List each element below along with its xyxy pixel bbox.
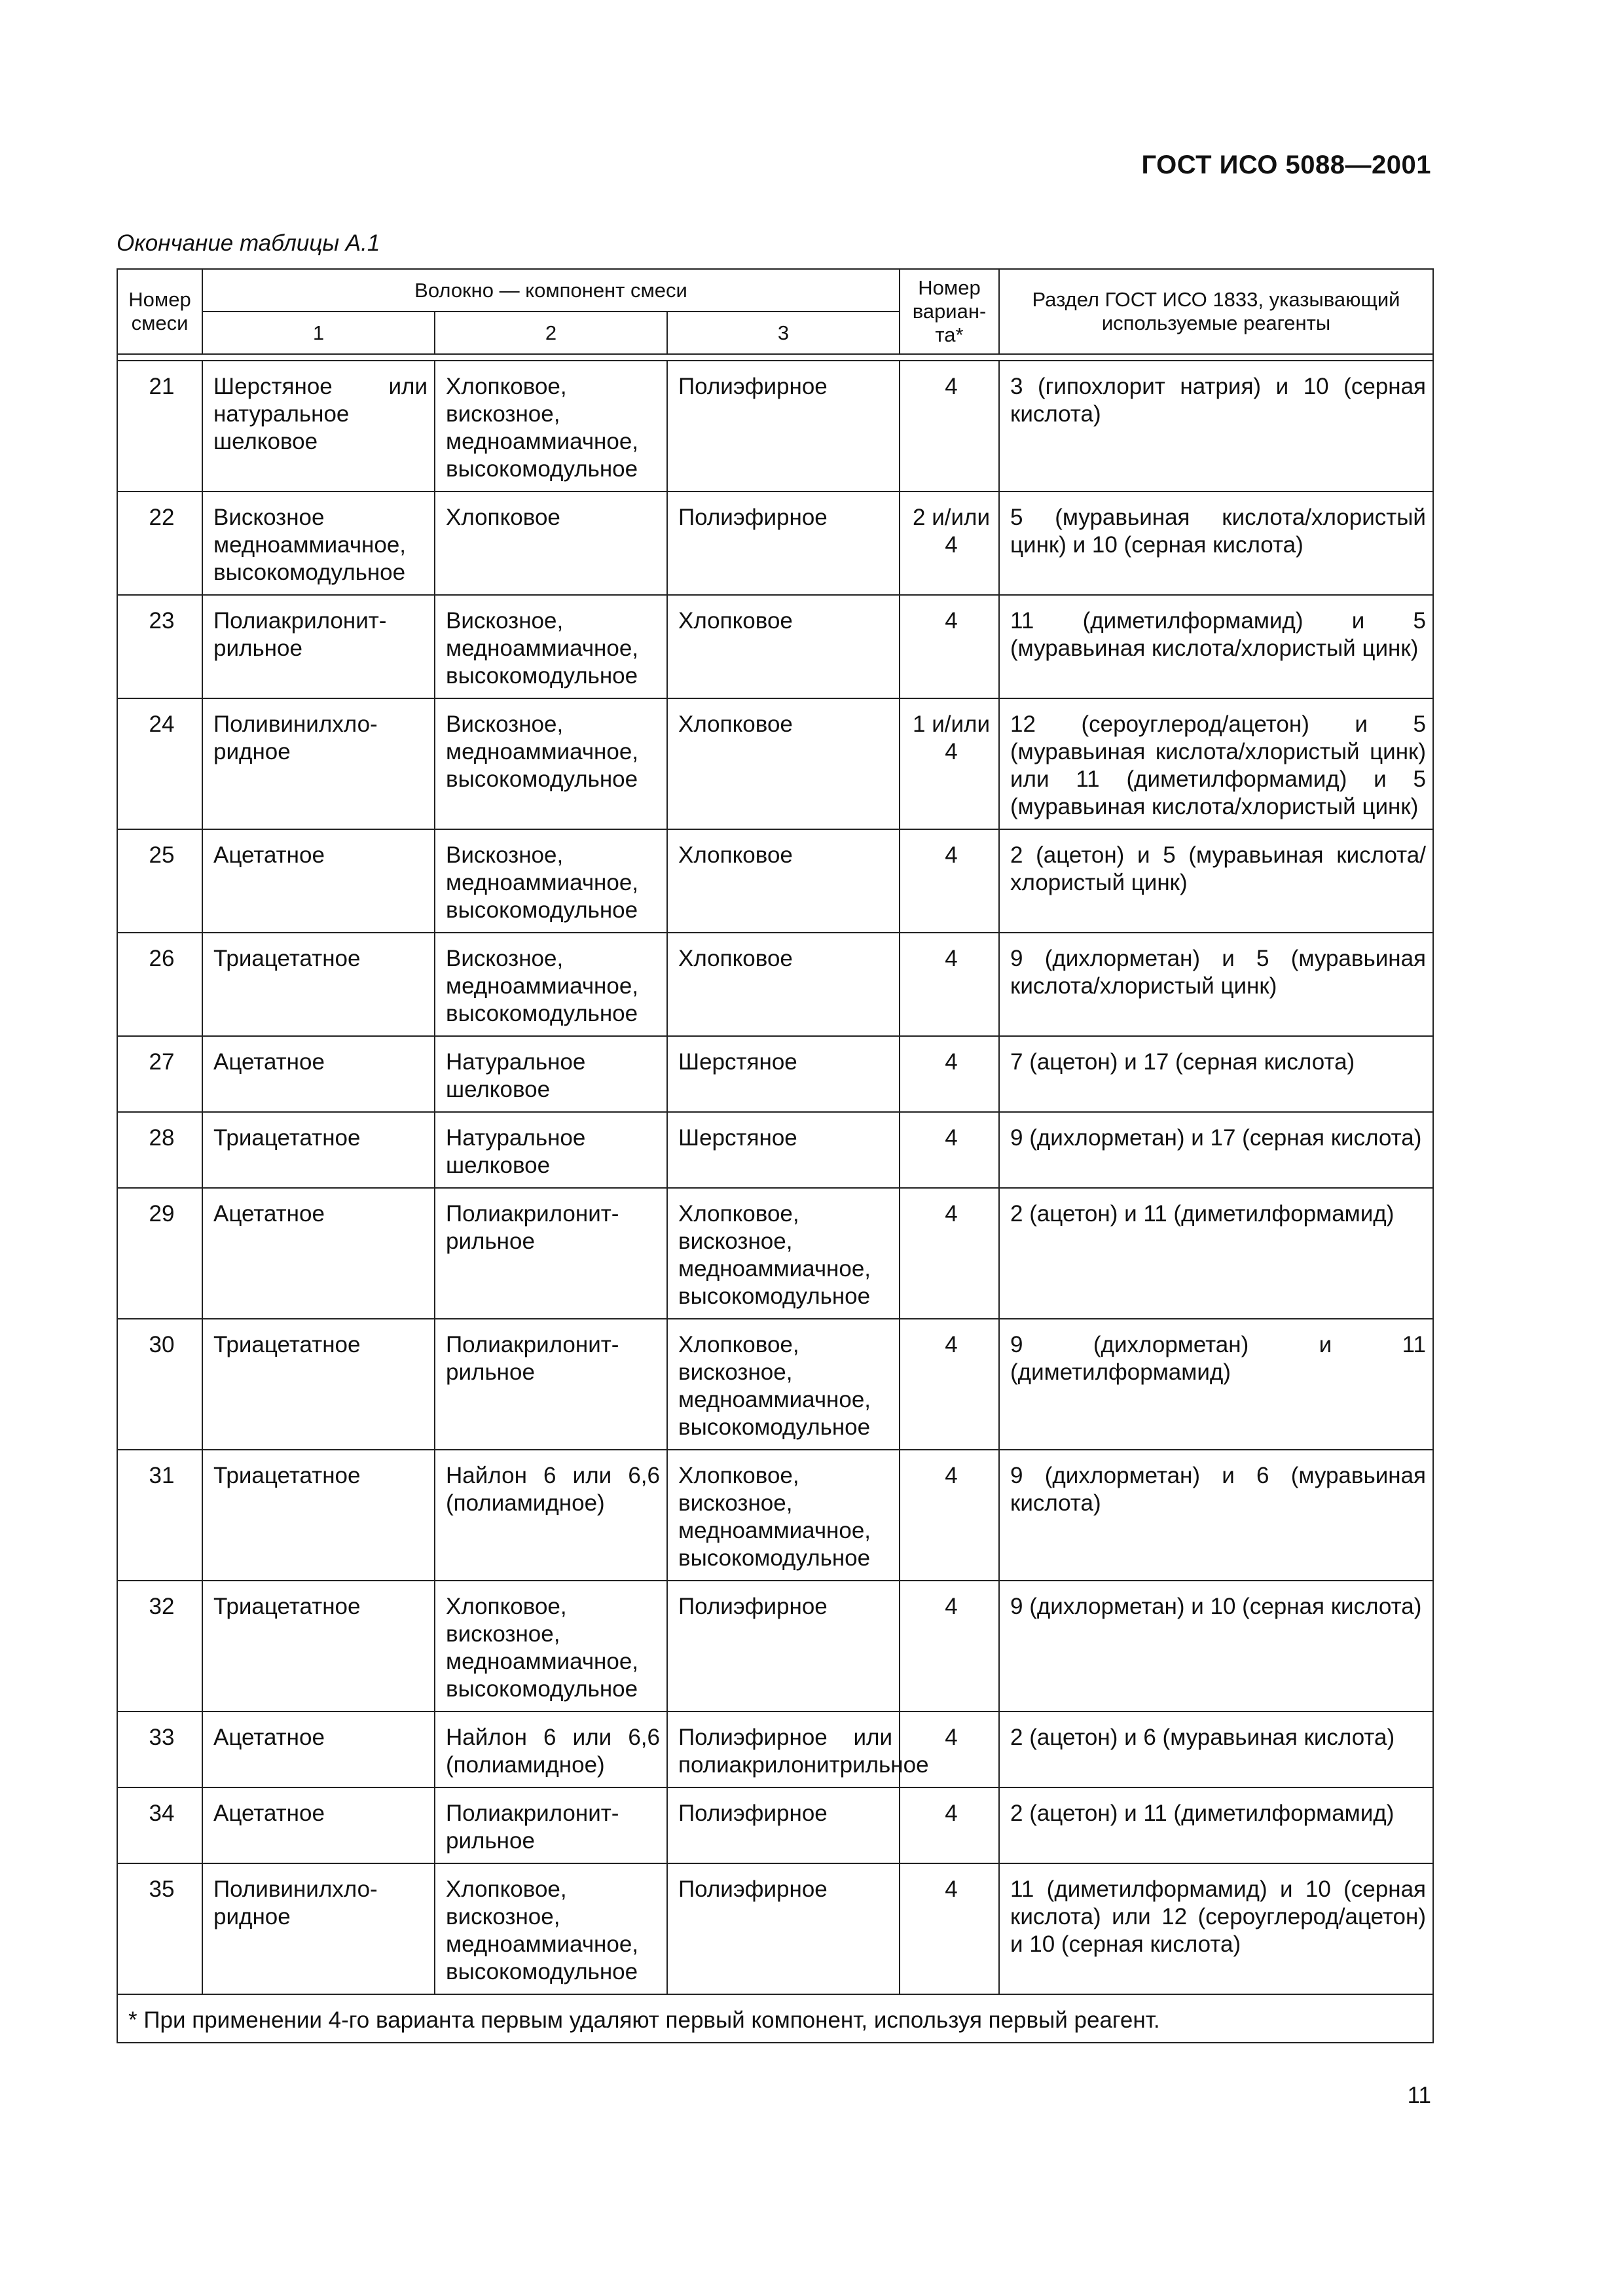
cell-variant: 4 (900, 1036, 999, 1112)
cell-mix-number: 33 (117, 1712, 202, 1787)
cell-component-2: Натуральное шелковое (435, 1112, 667, 1188)
cell-component-2: Полиакрилонит-рильное (435, 1188, 667, 1319)
table-row (117, 595, 1433, 698)
table-row (117, 492, 1433, 595)
cell-section: 2 (ацетон) и 6 (муравьиная кислота) (999, 1712, 1433, 1787)
cell-component-2: Вискозное, медноаммиачное, высокомодульное (435, 829, 667, 933)
table-row (117, 1112, 1433, 1188)
cell-mix-number: 28 (117, 1112, 202, 1188)
cell-component-2: Вискозное, медноаммиачное, высокомодульное (435, 933, 667, 1036)
cell-component-1: Триацетатное (202, 1112, 435, 1188)
cell-section: 11 (диметилформамид) и 10 (серная кислота) или 12 (сероуглерод/ацетон) и 10 (серная кислота) (999, 1863, 1433, 1994)
cell-mix-number: 25 (117, 829, 202, 933)
cell-component-3: Шерстяное (667, 1112, 900, 1188)
cell-mix-number: 26 (117, 933, 202, 1036)
cell-component-3: Хлопковое (667, 595, 900, 698)
cell-mix-number: 32 (117, 1581, 202, 1712)
cell-variant: 4 (900, 1787, 999, 1863)
cell-variant: 4 (900, 933, 999, 1036)
cell-component-1: Ацетатное (202, 829, 435, 933)
cell-component-3: Полиэфирное (667, 361, 900, 492)
cell-component-1: Триацетатное (202, 1450, 435, 1581)
header-separator (117, 354, 1433, 361)
cell-variant: 4 (900, 1112, 999, 1188)
table-row (117, 1036, 1433, 1112)
table-row (117, 829, 1433, 933)
cell-mix-number: 29 (117, 1188, 202, 1319)
cell-component-1: Шерстяное или натуральное шелковое (202, 361, 435, 492)
header-section: Раздел ГОСТ ИСО 1833, указывающий используемые реагенты (999, 269, 1433, 354)
cell-component-1: Триацетатное (202, 1581, 435, 1712)
cell-section: 12 (сероуглерод/ацетон) и 5 (муравьиная кислота/хлористый цинк) или 11 (диметилформамид) и 5 (муравьиная кислота/хлористый цинк) (999, 698, 1433, 829)
cell-component-3: Хлопковое (667, 829, 900, 933)
header-fiber-component: Волокно — компонент смеси (202, 269, 900, 312)
cell-variant: 4 (900, 1188, 999, 1319)
table-row (117, 933, 1433, 1036)
cell-section: 5 (муравьиная кислота/хлористый цинк) и 10 (серная кислота) (999, 492, 1433, 595)
cell-mix-number: 34 (117, 1787, 202, 1863)
cell-component-2: Хлопковое (435, 492, 667, 595)
cell-component-1: Ацетатное (202, 1712, 435, 1787)
table-row (117, 1787, 1433, 1863)
cell-mix-number: 31 (117, 1450, 202, 1581)
cell-mix-number: 27 (117, 1036, 202, 1112)
cell-section: 9 (дихлорметан) и 10 (серная кислота) (999, 1581, 1433, 1712)
cell-component-2: Полиакрилонит-рильное (435, 1787, 667, 1863)
cell-component-3: Полиэфирное или полиакрилонитрильное (667, 1712, 900, 1787)
cell-component-1: Триацетатное (202, 933, 435, 1036)
table-row (117, 1188, 1433, 1319)
cell-component-3: Хлопковое (667, 933, 900, 1036)
table-row (117, 1863, 1433, 1994)
cell-mix-number: 24 (117, 698, 202, 829)
cell-component-2: Натуральное шелковое (435, 1036, 667, 1112)
cell-section: 9 (дихлорметан) и 5 (муравьиная кислота/хлористый цинк) (999, 933, 1433, 1036)
cell-section: 3 (гипохлорит натрия) и 10 (серная кислота) (999, 361, 1433, 492)
cell-component-1: Ацетатное (202, 1787, 435, 1863)
cell-variant: 4 (900, 1863, 999, 1994)
cell-component-3: Полиэфирное (667, 1787, 900, 1863)
cell-component-3: Шерстяное (667, 1036, 900, 1112)
cell-component-3: Хлопковое, вискозное, медноаммиачное, высокомодульное (667, 1450, 900, 1581)
table-row (117, 1712, 1433, 1787)
cell-variant: 2 и/или 4 (900, 492, 999, 595)
cell-section: 2 (ацетон) и 11 (диметилформамид) (999, 1787, 1433, 1863)
table-row (117, 1581, 1433, 1712)
cell-section: 7 (ацетон) и 17 (серная кислота) (999, 1036, 1433, 1112)
document-code: ГОСТ ИСО 5088—2001 (1141, 151, 1431, 179)
cell-component-2: Найлон 6 или 6,6 (полиамидное) (435, 1450, 667, 1581)
fiber-mixture-table (117, 268, 1434, 2043)
table-caption: Окончание таблицы А.1 (117, 230, 380, 256)
cell-section: 2 (ацетон) и 11 (диметилформамид) (999, 1188, 1433, 1319)
cell-variant: 4 (900, 361, 999, 492)
cell-section: 9 (дихлорметан) и 6 (муравьиная кислота) (999, 1450, 1433, 1581)
table-body (117, 354, 1433, 1994)
cell-component-3: Полиэфирное (667, 492, 900, 595)
cell-component-1: Полиакрилонит-рильное (202, 595, 435, 698)
cell-variant: 4 (900, 1581, 999, 1712)
cell-mix-number: 23 (117, 595, 202, 698)
cell-variant: 4 (900, 1450, 999, 1581)
table-row (117, 698, 1433, 829)
cell-variant: 4 (900, 595, 999, 698)
cell-section: 9 (дихлорметан) и 11 (диметилформамид) (999, 1319, 1433, 1450)
cell-section: 9 (дихлорметан) и 17 (серная кислота) (999, 1112, 1433, 1188)
cell-component-3: Полиэфирное (667, 1863, 900, 1994)
cell-component-1: Ацетатное (202, 1036, 435, 1112)
cell-mix-number: 30 (117, 1319, 202, 1450)
header-variant-number: Номер вариан-та* (900, 269, 999, 354)
cell-section: 11 (диметилформамид) и 5 (муравьиная кислота/хлористый цинк) (999, 595, 1433, 698)
cell-mix-number: 22 (117, 492, 202, 595)
cell-component-2: Хлопковое, вискозное, медноаммиачное, высокомодульное (435, 1581, 667, 1712)
table-header-row (117, 269, 1433, 312)
cell-component-1: Поливинилхло-ридное (202, 1863, 435, 1994)
table-row (117, 1450, 1433, 1581)
cell-section: 2 (ацетон) и 5 (муравьиная кислота/хлористый цинк) (999, 829, 1433, 933)
cell-component-2: Хлопковое, вискозное, медноаммиачное, высокомодульное (435, 361, 667, 492)
header-col-3: 3 (667, 312, 900, 354)
cell-component-3: Хлопковое (667, 698, 900, 829)
cell-component-2: Вискозное, медноаммиачное, высокомодульное (435, 595, 667, 698)
header-mix-number: Номер смеси (117, 269, 202, 354)
cell-component-1: Триацетатное (202, 1319, 435, 1450)
table-row (117, 1319, 1433, 1450)
footnote-row (117, 1994, 1433, 2043)
cell-variant: 4 (900, 1319, 999, 1450)
cell-component-1: Ацетатное (202, 1188, 435, 1319)
header-col-1: 1 (202, 312, 435, 354)
page-number: 11 (1407, 2083, 1431, 2108)
cell-mix-number: 35 (117, 1863, 202, 1994)
cell-component-1: Вискозное медноаммиачное, высокомодульное (202, 492, 435, 595)
cell-component-3: Полиэфирное (667, 1581, 900, 1712)
cell-component-1: Поливинилхло-ридное (202, 698, 435, 829)
cell-component-3: Хлопковое, вискозное, медноаммиачное, высокомодульное (667, 1188, 900, 1319)
cell-variant: 4 (900, 829, 999, 933)
cell-component-2: Вискозное, медноаммиачное, высокомодульное (435, 698, 667, 829)
cell-component-2: Полиакрилонит-рильное (435, 1319, 667, 1450)
cell-component-2: Найлон 6 или 6,6 (полиамидное) (435, 1712, 667, 1787)
header-col-2: 2 (435, 312, 667, 354)
table-row (117, 361, 1433, 492)
cell-component-2: Хлопковое, вискозное, медноаммиачное, высокомодульное (435, 1863, 667, 1994)
cell-variant: 4 (900, 1712, 999, 1787)
cell-variant: 1 и/или 4 (900, 698, 999, 829)
cell-component-3: Хлопковое, вискозное, медноаммиачное, высокомодульное (667, 1319, 900, 1450)
table-footnote: * При применении 4-го варианта первым удаляют первый компонент, используя первый реагент. (117, 1994, 1433, 2043)
cell-mix-number: 21 (117, 361, 202, 492)
